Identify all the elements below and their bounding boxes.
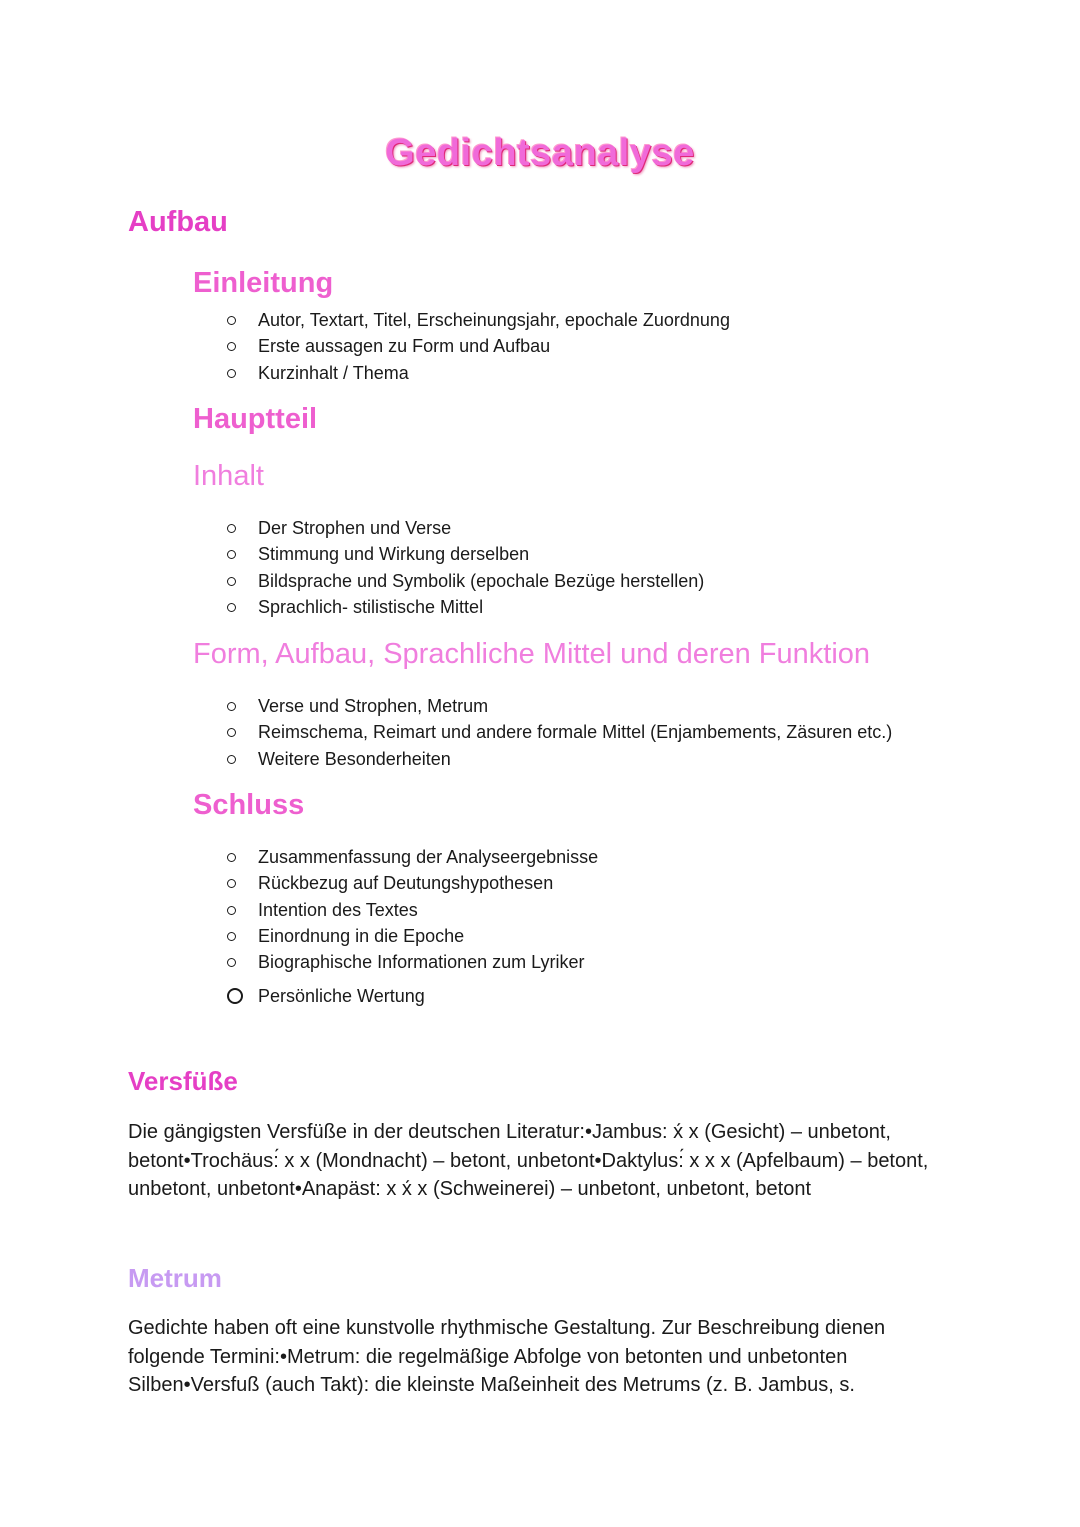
heading-versfuesse: Versfüße: [128, 1066, 238, 1096]
heading-einleitung: Einleitung: [193, 267, 334, 299]
list-item: Kurzinhalt / Thema: [224, 360, 730, 386]
inhalt-list: [224, 515, 704, 620]
schluss-list: [224, 844, 598, 975]
heading-schluss: Schluss: [193, 789, 305, 821]
list-item: Erste aussagen zu Form und Aufbau: [224, 333, 730, 359]
circle-bullet-icon: [227, 702, 236, 711]
heading-aufbau: Aufbau: [128, 206, 228, 238]
list-item: Autor, Textart, Titel, Erscheinungsjahr, epochale Zuordnung: [224, 307, 730, 333]
list-item: Rückbezug auf Deutungshypothesen: [224, 870, 598, 896]
circle-bullet-icon: [227, 550, 236, 559]
einleitung-list: [224, 307, 730, 386]
circle-bullet-icon: [227, 853, 236, 862]
list-item: Verse und Strophen, Metrum: [224, 693, 892, 719]
paragraph-line: Die gängigsten Versfüße in der deutschen Literatur:•Jambus: x́ x (Gesicht) – unbetont,: [128, 1121, 891, 1143]
circle-bullet-icon: [227, 316, 236, 325]
circle-bullet-icon: [227, 369, 236, 378]
metrum-paragraph: [128, 1314, 968, 1400]
list-item: Bildsprache und Symbolik (epochale Bezüge herstellen): [224, 568, 704, 594]
list-item: Der Strophen und Verse: [224, 515, 704, 541]
form-list: [224, 693, 892, 772]
paragraph-line: folgende Termini:•Metrum: die regelmäßige Abfolge von betonten und unbetonten: [128, 1345, 848, 1368]
list-item: Persönliche Wertung: [224, 983, 425, 1009]
circle-bullet-icon: [227, 932, 236, 941]
versfuesse-paragraph: [128, 1118, 968, 1204]
paragraph-line: Silben•Versfuß (auch Takt): die kleinste Maßeinheit des Metrums (z. B. Jambus, s.: [128, 1374, 855, 1396]
list-item: Intention des Textes: [224, 897, 598, 923]
paragraph-line: Gedichte haben oft eine kunstvolle rhythmische Gestaltung. Zur Beschreibung dienen: [128, 1317, 886, 1339]
circle-bullet-icon: [227, 728, 236, 737]
page-title: Gedichtsanalyse: [385, 132, 695, 174]
list-item: Zusammenfassung der Analyseergebnisse: [224, 844, 598, 870]
list-item: Sprachlich- stilistische Mittel: [224, 594, 704, 620]
list-item: Weitere Besonderheiten: [224, 746, 892, 772]
heading-metrum: Metrum: [128, 1263, 222, 1293]
heading-form: Form, Aufbau, Sprachliche Mittel und deren Funktion: [193, 638, 871, 670]
circle-bullet-icon: [227, 988, 243, 1004]
list-item: Stimmung und Wirkung derselben: [224, 541, 704, 567]
circle-bullet-icon: [227, 958, 236, 967]
list-item: Einordnung in die Epoche: [224, 923, 598, 949]
list-item: Reimschema, Reimart und andere formale Mittel (Enjambements, Zäsuren etc.): [224, 719, 892, 745]
circle-bullet-icon: [227, 879, 236, 888]
circle-bullet-icon: [227, 577, 236, 586]
circle-bullet-icon: [227, 603, 236, 612]
circle-bullet-icon: [227, 906, 236, 915]
circle-bullet-icon: [227, 524, 236, 533]
circle-bullet-icon: [227, 755, 236, 764]
heading-inhalt: Inhalt: [193, 460, 264, 492]
list-item: Biographische Informationen zum Lyriker: [224, 949, 598, 975]
paragraph-line: betont•Trochäus:́ x x (Mondnacht) – betont, unbetont•Daktylus:́ x x x (Apfelbaum) – betont,: [128, 1149, 929, 1172]
paragraph-line: unbetont, unbetont•Anapäst: x x́ x (Schweinerei) – unbetont, unbetont, betont: [128, 1178, 812, 1200]
heading-hauptteil: Hauptteil: [193, 403, 318, 435]
schluss-last-list: [224, 983, 425, 1009]
circle-bullet-icon: [227, 342, 236, 351]
